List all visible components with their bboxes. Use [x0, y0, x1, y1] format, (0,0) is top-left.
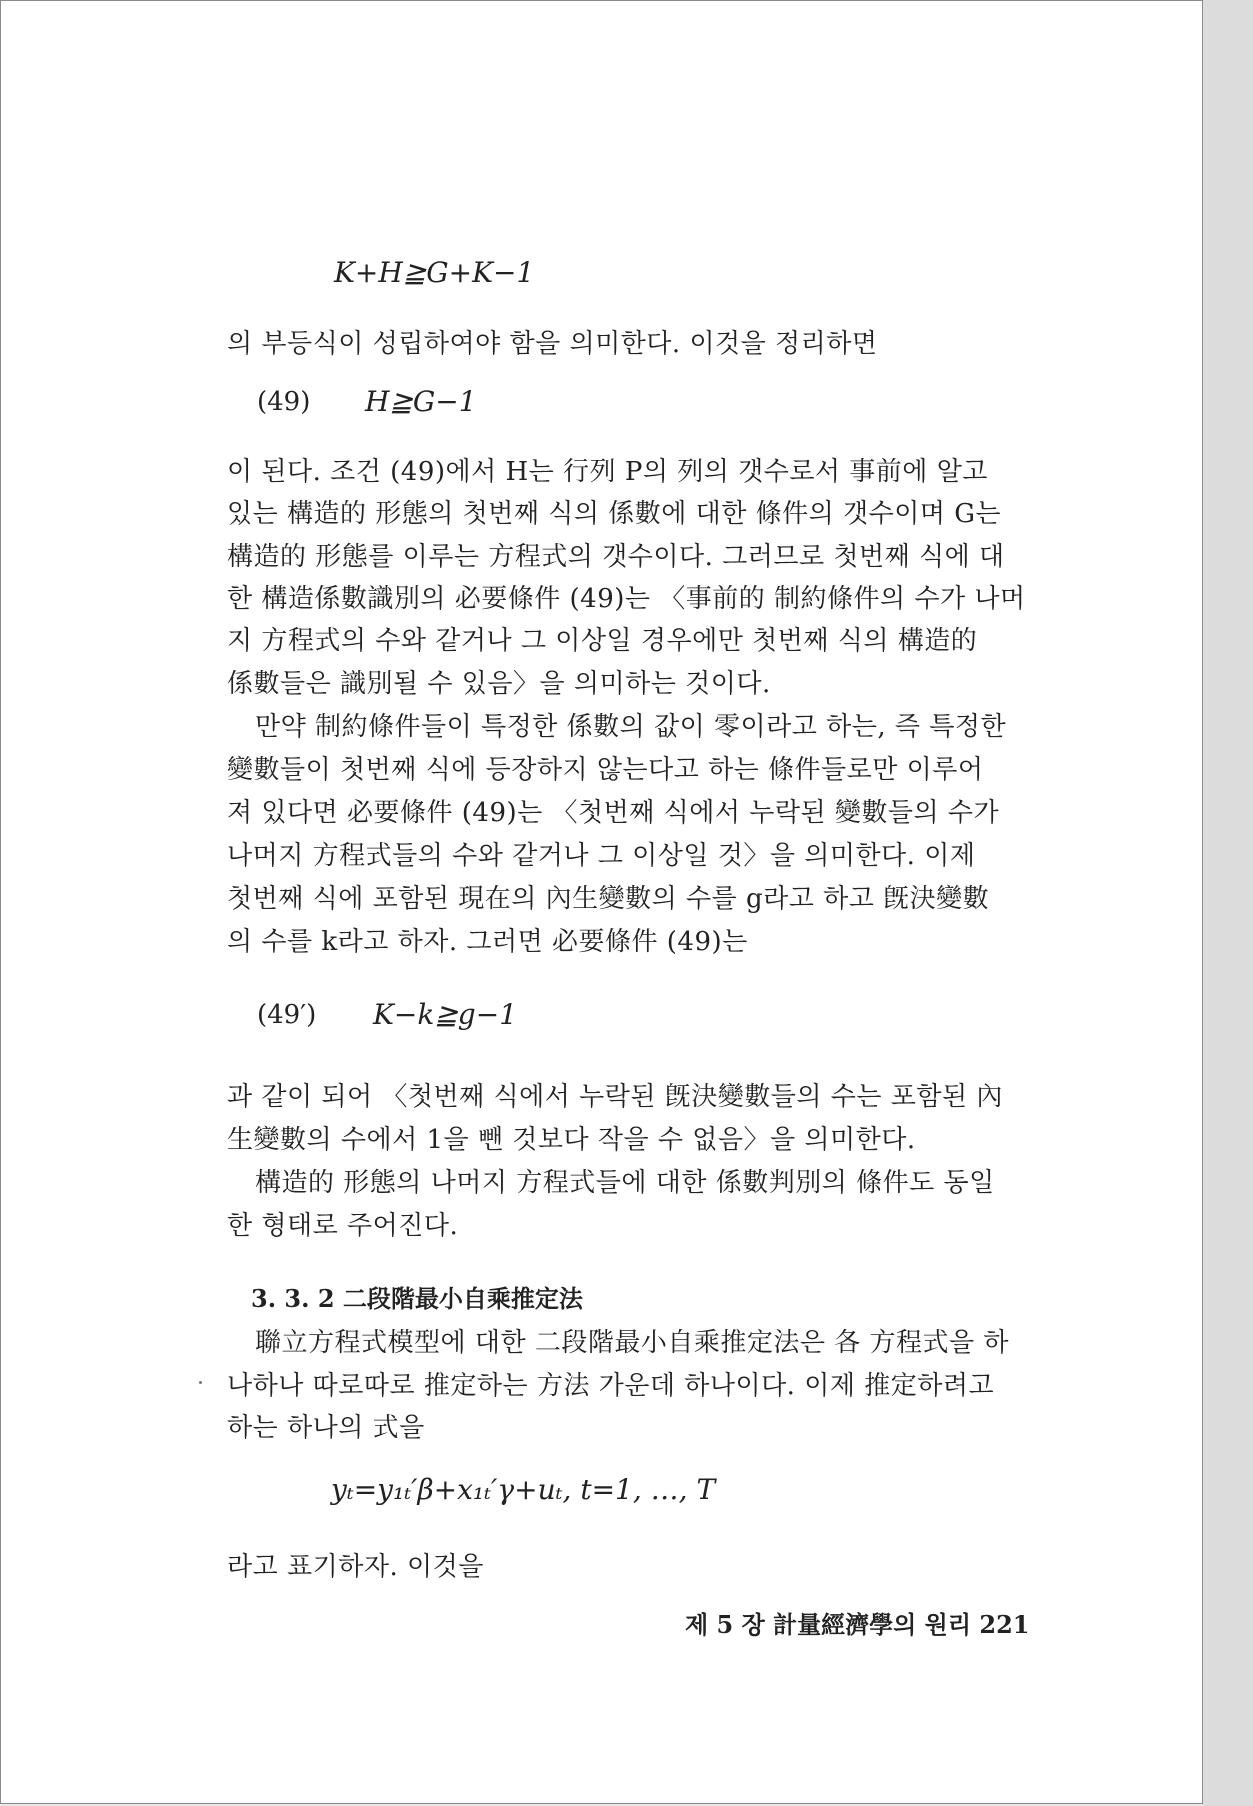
text-line-17: 한 형태로 주어진다.	[227, 1211, 459, 1241]
text-line-12: 첫번째 식에 포함된 現在의 內生變數의 수를 g라고 하고 旣決變數	[227, 884, 990, 914]
text-line-6: 지 方程式의 수와 같거나 그 이상일 경우에만 첫번째 식의 構造的	[227, 626, 978, 656]
equation-49: H≧G−1	[365, 385, 477, 418]
text-line-4: 構造的 形態를 이루는 方程式의 갯수이다. 그러므로 첫번째 식에 대	[227, 542, 1005, 572]
text-line-1: 의 부등식이 성립하여야 함을 의미한다. 이것을 정리하면	[227, 329, 878, 359]
text-line-3: 있는 構造的 形態의 첫번째 식의 係數에 대한 條件의 갯수이며 G는	[227, 499, 1002, 529]
equation-model: yₜ=y₁ₜ′β+x₁ₜ′γ+uₜ, t=1, …, T	[331, 1473, 716, 1506]
equation-49p-label: (49′)	[257, 1000, 317, 1030]
page-edge-shadow	[1203, 0, 1253, 1806]
scan-speck	[199, 1381, 202, 1384]
text-line-8: 만약 制約條件들이 특정한 係數의 값이 零이라고 하는, 즉 특정한	[255, 712, 1007, 742]
text-line-19: 나하나 따로따로 推定하는 方法 가운데 하나이다. 이제 推定하려고	[227, 1371, 995, 1401]
section-heading: 3. 3. 2 二段階最小自乘推定法	[251, 1284, 583, 1313]
text-line-9: 變數들이 첫번째 식에 등장하지 않는다고 하는 條件들로만 이루어	[227, 755, 984, 785]
text-line-20: 하는 하나의 式을	[227, 1413, 425, 1443]
page-footer: 제 5 장 計量經濟學의 원리 221	[685, 1610, 1030, 1639]
text-line-21: 라고 표기하자. 이것을	[227, 1552, 484, 1582]
text-line-16: 構造的 形態의 나머지 方程式들에 대한 係數判別의 條件도 동일	[255, 1168, 995, 1198]
text-line-11: 나머지 方程式들의 수와 같거나 그 이상일 것〉을 의미한다. 이제	[227, 841, 976, 871]
equation-49p: K−k≧g−1	[373, 998, 518, 1031]
text-line-15: 生變數의 수에서 1을 뺀 것보다 작을 수 없음〉을 의미한다.	[227, 1125, 916, 1155]
equation-top: K+H≧G+K−1	[334, 256, 535, 289]
text-line-2: 이 된다. 조건 (49)에서 H는 行列 P의 列의 갯수로서 事前에 알고	[227, 457, 988, 487]
text-line-10: 져 있다면 必要條件 (49)는 〈첫번째 식에서 누락된 變數들의 수가	[227, 798, 1000, 828]
text-line-14: 과 같이 되어 〈첫번째 식에서 누락된 旣決變數들의 수는 포함된 內	[227, 1082, 1003, 1112]
text-line-7: 係數들은 識別될 수 있음〉을 의미하는 것이다.	[227, 669, 771, 699]
equation-49-label: (49)	[257, 387, 311, 417]
text-line-13: 의 수를 k라고 하자. 그러면 必要條件 (49)는	[227, 927, 748, 957]
text-line-5: 한 構造係數識別의 必要條件 (49)는 〈事前的 制約條件의 수가 나머	[227, 584, 1026, 614]
text-line-18: 聯立方程式模型에 대한 二段階最小自乘推定法은 各 方程式을 하	[255, 1328, 1010, 1358]
